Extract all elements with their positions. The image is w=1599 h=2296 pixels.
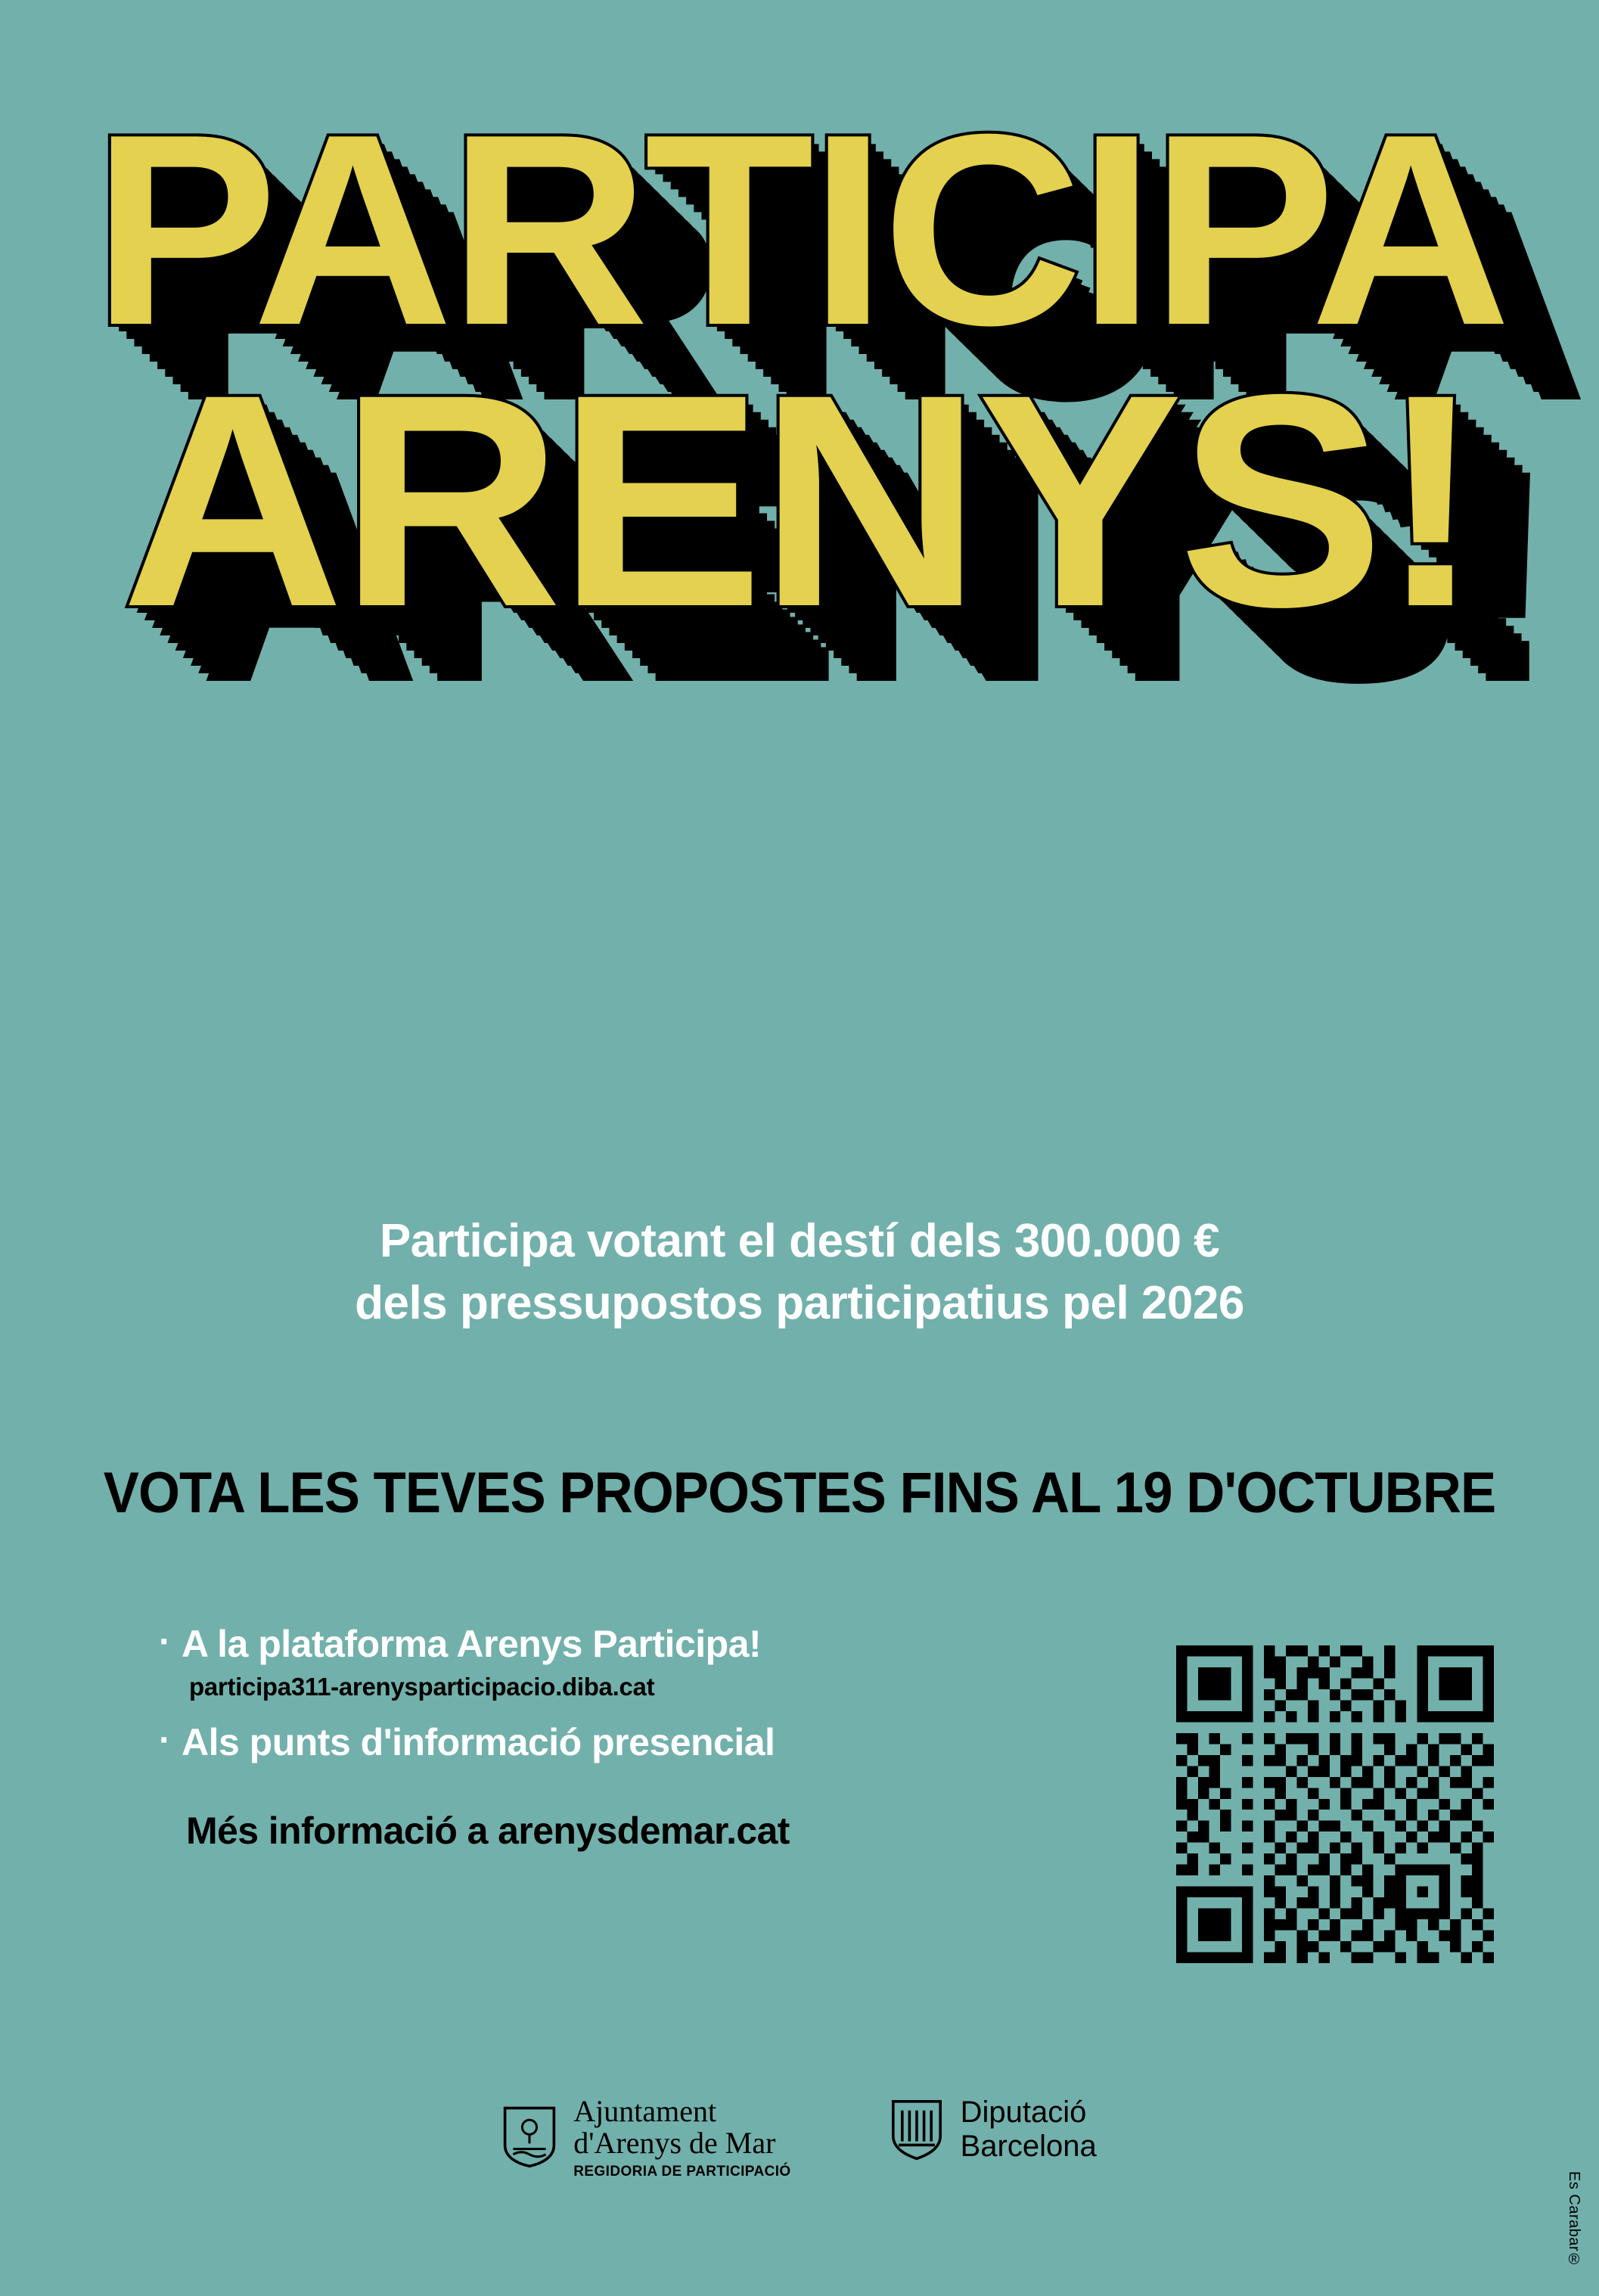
info-item-platform-url[interactable]: participa311-arenysparticipacio.diba.cat bbox=[189, 1673, 655, 1701]
list-item bbox=[159, 1623, 1036, 1665]
logo-bar bbox=[0, 2096, 1599, 2179]
logo-ajuntament-line-1: Ajuntament bbox=[573, 2094, 717, 2128]
poster-subtitle bbox=[106, 1210, 1493, 1334]
diputacio-barcelona-crest-icon bbox=[890, 2098, 944, 2161]
headline-line-1: PARTICIPA bbox=[92, 78, 1507, 382]
logo-ajuntament-line-2: d'Arenys de Mar bbox=[573, 2126, 776, 2161]
logo-diputacio-barcelona bbox=[890, 2096, 1097, 2164]
arenys-de-mar-crest-icon bbox=[502, 2105, 557, 2169]
designer-credit: Es Carabar® bbox=[1566, 2171, 1582, 2269]
bullet-dot-icon: · bbox=[159, 1720, 171, 1760]
info-item-in-person: Als punts d'informació presencial bbox=[181, 1721, 775, 1763]
qr-code[interactable] bbox=[1176, 1645, 1494, 1963]
logo-diputacio-line-1: Diputació bbox=[960, 2096, 1087, 2129]
info-list bbox=[159, 1623, 1036, 1853]
subtitle-line-1: Participa votant el destí dels 300.000 € bbox=[379, 1215, 1220, 1267]
list-item bbox=[159, 1721, 1036, 1763]
logo-diputacio-line-2: Barcelona bbox=[960, 2129, 1097, 2163]
poster-headline bbox=[0, 78, 1599, 670]
headline-line-2: ARENYS! bbox=[121, 331, 1478, 670]
bullet-dot-icon: · bbox=[159, 1622, 171, 1662]
logo-ajuntament-arenys-de-mar bbox=[502, 2096, 790, 2179]
subtitle-line-2: dels pressupostos participatius pel 2026 bbox=[355, 1276, 1244, 1329]
logo-ajuntament-line-3: REGIDORIA DE PARTICIPACIÓ bbox=[573, 2163, 791, 2179]
info-item-platform: A la plataforma Arenys Participa! bbox=[181, 1623, 762, 1665]
vote-deadline-text: VOTA LES TEVES PROPOSTES FINS AL 19 D'OCTUBRE bbox=[103, 1461, 1496, 1525]
more-info-text[interactable]: Més informació a arenysdemar.cat bbox=[186, 1810, 790, 1852]
